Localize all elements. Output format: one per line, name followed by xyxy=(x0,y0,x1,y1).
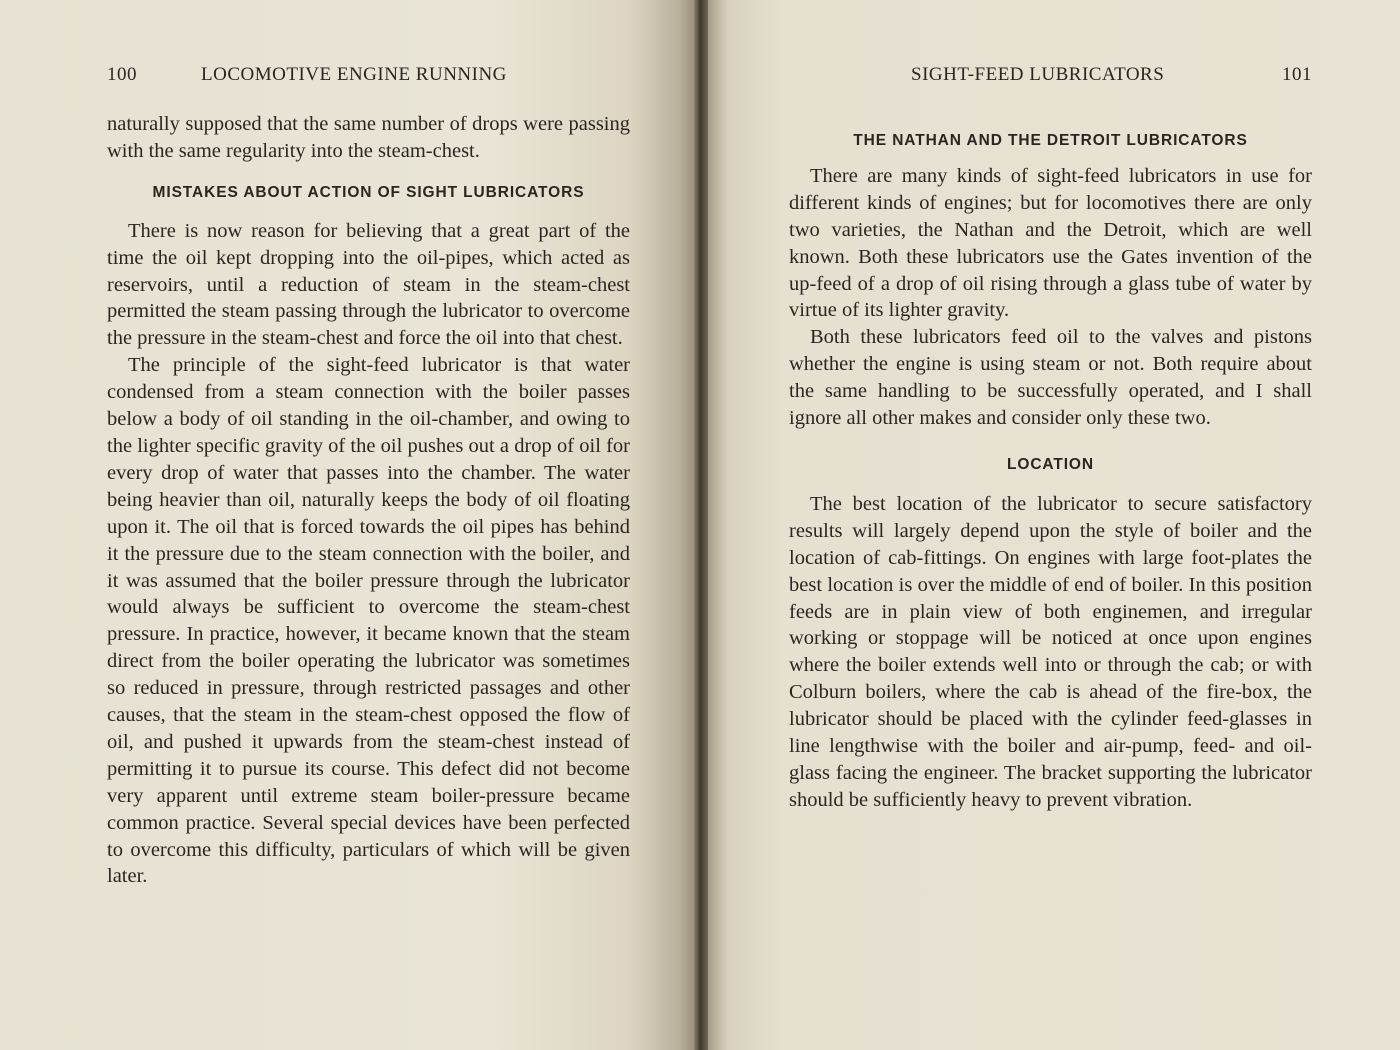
section-heading: MISTAKES ABOUT ACTION OF SIGHT LUBRICATORS xyxy=(152,183,585,201)
paragraph: The best location of the lubricator to secure satisfactory results will largely depend upon the style of boiler and the location of cab-fittings. On engines with large foot-plates the best location is over the middle of end of boiler. In this position feeds are in plain view of both enginemen, and irregular working or stoppage will be noticed at once upon engines where the boiler extends well into or through the cab; or with Colburn boilers, where the cab is ahead of the fire-box, the lubricator should be placed with the cylinder feed-glasses in line lengthwise with the boiler and air-pump, feed- and oil-glass facing the engineer. The bracket supporting the lubricator should be sufficiently heavy to prevent vibration. xyxy=(789,492,1312,811)
left-running-head: LOCOMOTIVE ENGINE RUNNING xyxy=(201,64,507,85)
paragraph: Both these lubricators feed oil to the valves and pistons whether the engine is using steam or not. Both require about the same handling to be successfully operated, and I shall ignore all other makes and consider only these two. xyxy=(789,326,1312,430)
section-heading: THE NATHAN AND THE DETROIT LUBRICATORS xyxy=(853,132,1248,149)
right-running-head: SIGHT-FEED LUBRICATORS xyxy=(911,64,1165,85)
right-page xyxy=(700,0,1400,1050)
left-page-number: 100 xyxy=(107,64,137,85)
right-page-number: 101 xyxy=(1282,64,1312,85)
paragraph: There are many kinds of sight-feed lubricators in use for different kinds of engines; but for locomotives there are only two varieties, the Nathan and the Detroit, which are well known. Both these lubricators use the Gates invention of the up-feed of a drop of oil rising through a glass tube of water by virtue of its lighter gravity. xyxy=(789,164,1312,322)
paragraph: The principle of the sight-feed lubricator is that water condensed from a steam connection with the boiler passes below a body of oil standing in the oil-chamber, and owing to the lighter specific gravity of the oil pushes out a drop of oil for every drop of water that passes into the chamber. The water being heavier than oil, naturally keeps the body of oil floating upon it. The oil that is forced towards the oil pipes has behind it the pressure due to the steam connection with the boiler, and it was assumed that the boiler pressure through the lubricator would always be sufficient to overcome the steam-chest pressure. In practice, however, it became known that the steam direct from the boiler operating the lubricator was sometimes so reduced in pressure, through restricted passages and other causes, that the steam in the steam-chest opposed the flow of oil, and pushed it upwards from the steam-chest instead of permitting it to pursue its course. This defect did not become very apparent until extreme steam boiler-pressure became common practice. Several special devices have been perfected to overcome this difficulty, particulars of which will be given later. xyxy=(107,354,630,888)
section-heading: LOCATION xyxy=(1007,455,1094,473)
right-body xyxy=(789,128,1312,814)
paragraph: There is now reason for believing that a great part of the time the oil kept dropping into the oil-pipes, which acted as reservoirs, until a reduction of steam in the steam-chest permitted the steam passing through the lubricator to overcome the pressure in the steam-chest and force the oil into that chest. xyxy=(107,219,630,350)
book-gutter xyxy=(694,0,708,1050)
left-body xyxy=(107,111,630,890)
continuation-paragraph: naturally supposed that the same number of drops were passing with the same regularity into the steam-chest. xyxy=(107,113,630,162)
